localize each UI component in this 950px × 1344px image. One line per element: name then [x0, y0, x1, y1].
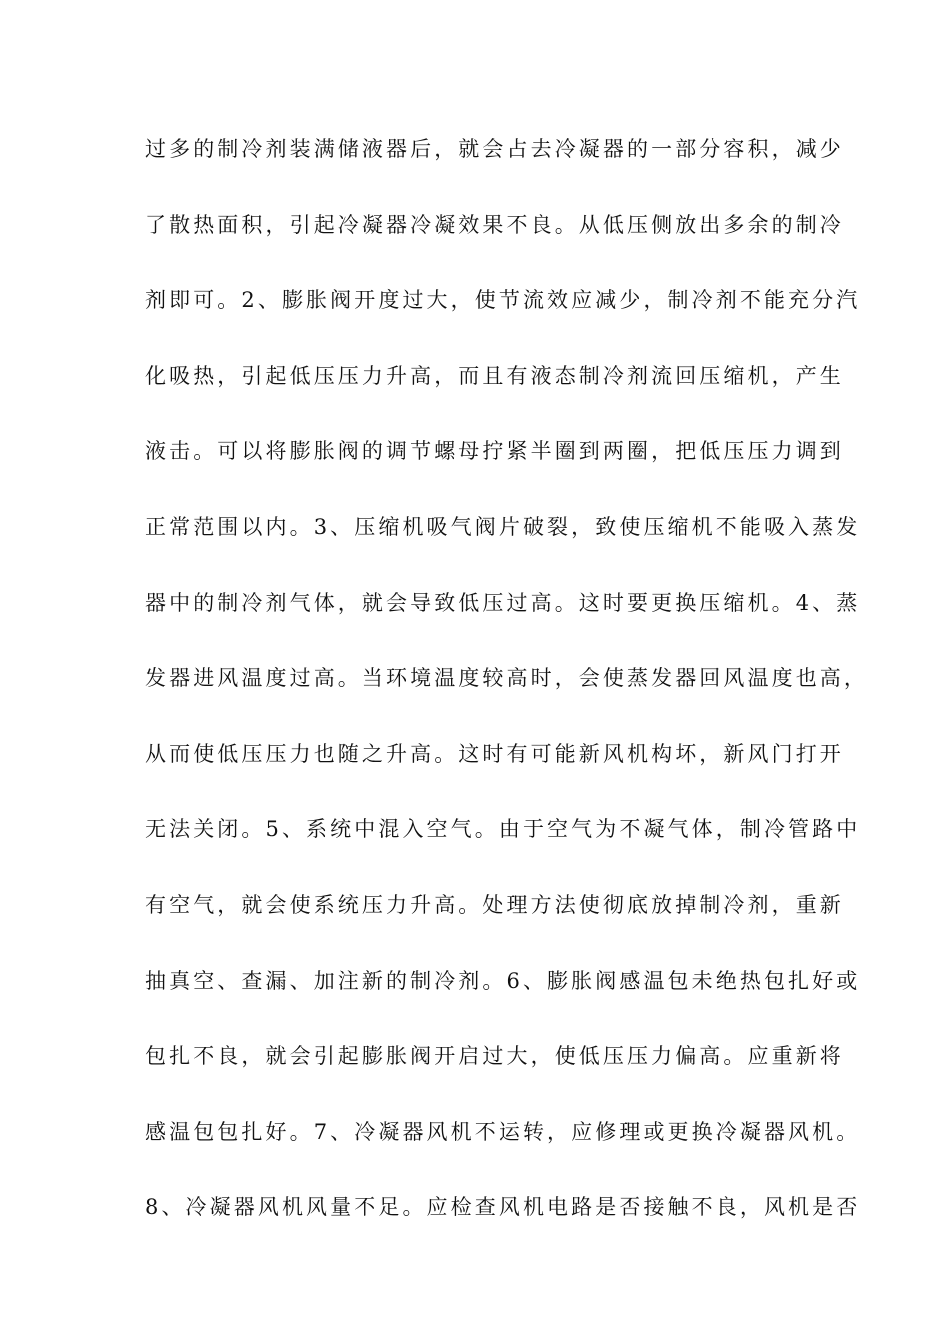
text-line: 正常范围以内。3、压缩机吸气阀片破裂，致使压缩机不能吸入蒸发	[145, 514, 861, 539]
body-text	[145, 131, 868, 1265]
text-line: 化吸热，引起低压压力升高，而且有液态制冷剂流回压缩机，产生	[145, 363, 844, 388]
text-line: 有空气，就会使系统压力升高。处理方法使彻底放掉制冷剂，重新	[145, 892, 844, 917]
text-line: 从而使低压压力也随之升高。这时有可能新风机构坏，新风门打开	[145, 741, 844, 766]
text-line: 发器进风温度过高。当环境温度较高时，会使蒸发器回风温度也高，	[145, 666, 868, 691]
text-line: 感温包包扎好。7、冷凝器风机不运转，应修理或更换冷凝器风机。	[145, 1119, 861, 1144]
text-line: 包扎不良，就会引起膨胀阀开启过大，使低压压力偏高。应重新将	[145, 1044, 844, 1069]
text-line: 了散热面积，引起冷凝器冷凝效果不良。从低压侧放出多余的制冷	[145, 212, 844, 237]
text-line: 无法关闭。5、系统中混入空气。由于空气为不凝气体，制冷管路中	[145, 817, 861, 842]
text-line: 器中的制冷剂气体，就会导致低压过高。这时要更换压缩机。4、蒸	[145, 590, 861, 615]
text-line: 过多的制冷剂装满储液器后，就会占去冷凝器的一部分容积，减少	[145, 137, 844, 161]
text-line: 8、冷凝器风机风量不足。应检查风机电路是否接触不良，风机是否	[145, 1195, 861, 1220]
text-line: 液击。可以将膨胀阀的调节螺母拧紧半圈到两圈，把低压压力调到	[145, 439, 844, 464]
text-line: 抽真空、查漏、加注新的制冷剂。6、膨胀阀感温包未绝热包扎好或	[145, 968, 861, 993]
text-line: 剂即可。2、膨胀阀开度过大，使节流效应减少，制冷剂不能充分汽	[145, 288, 861, 313]
